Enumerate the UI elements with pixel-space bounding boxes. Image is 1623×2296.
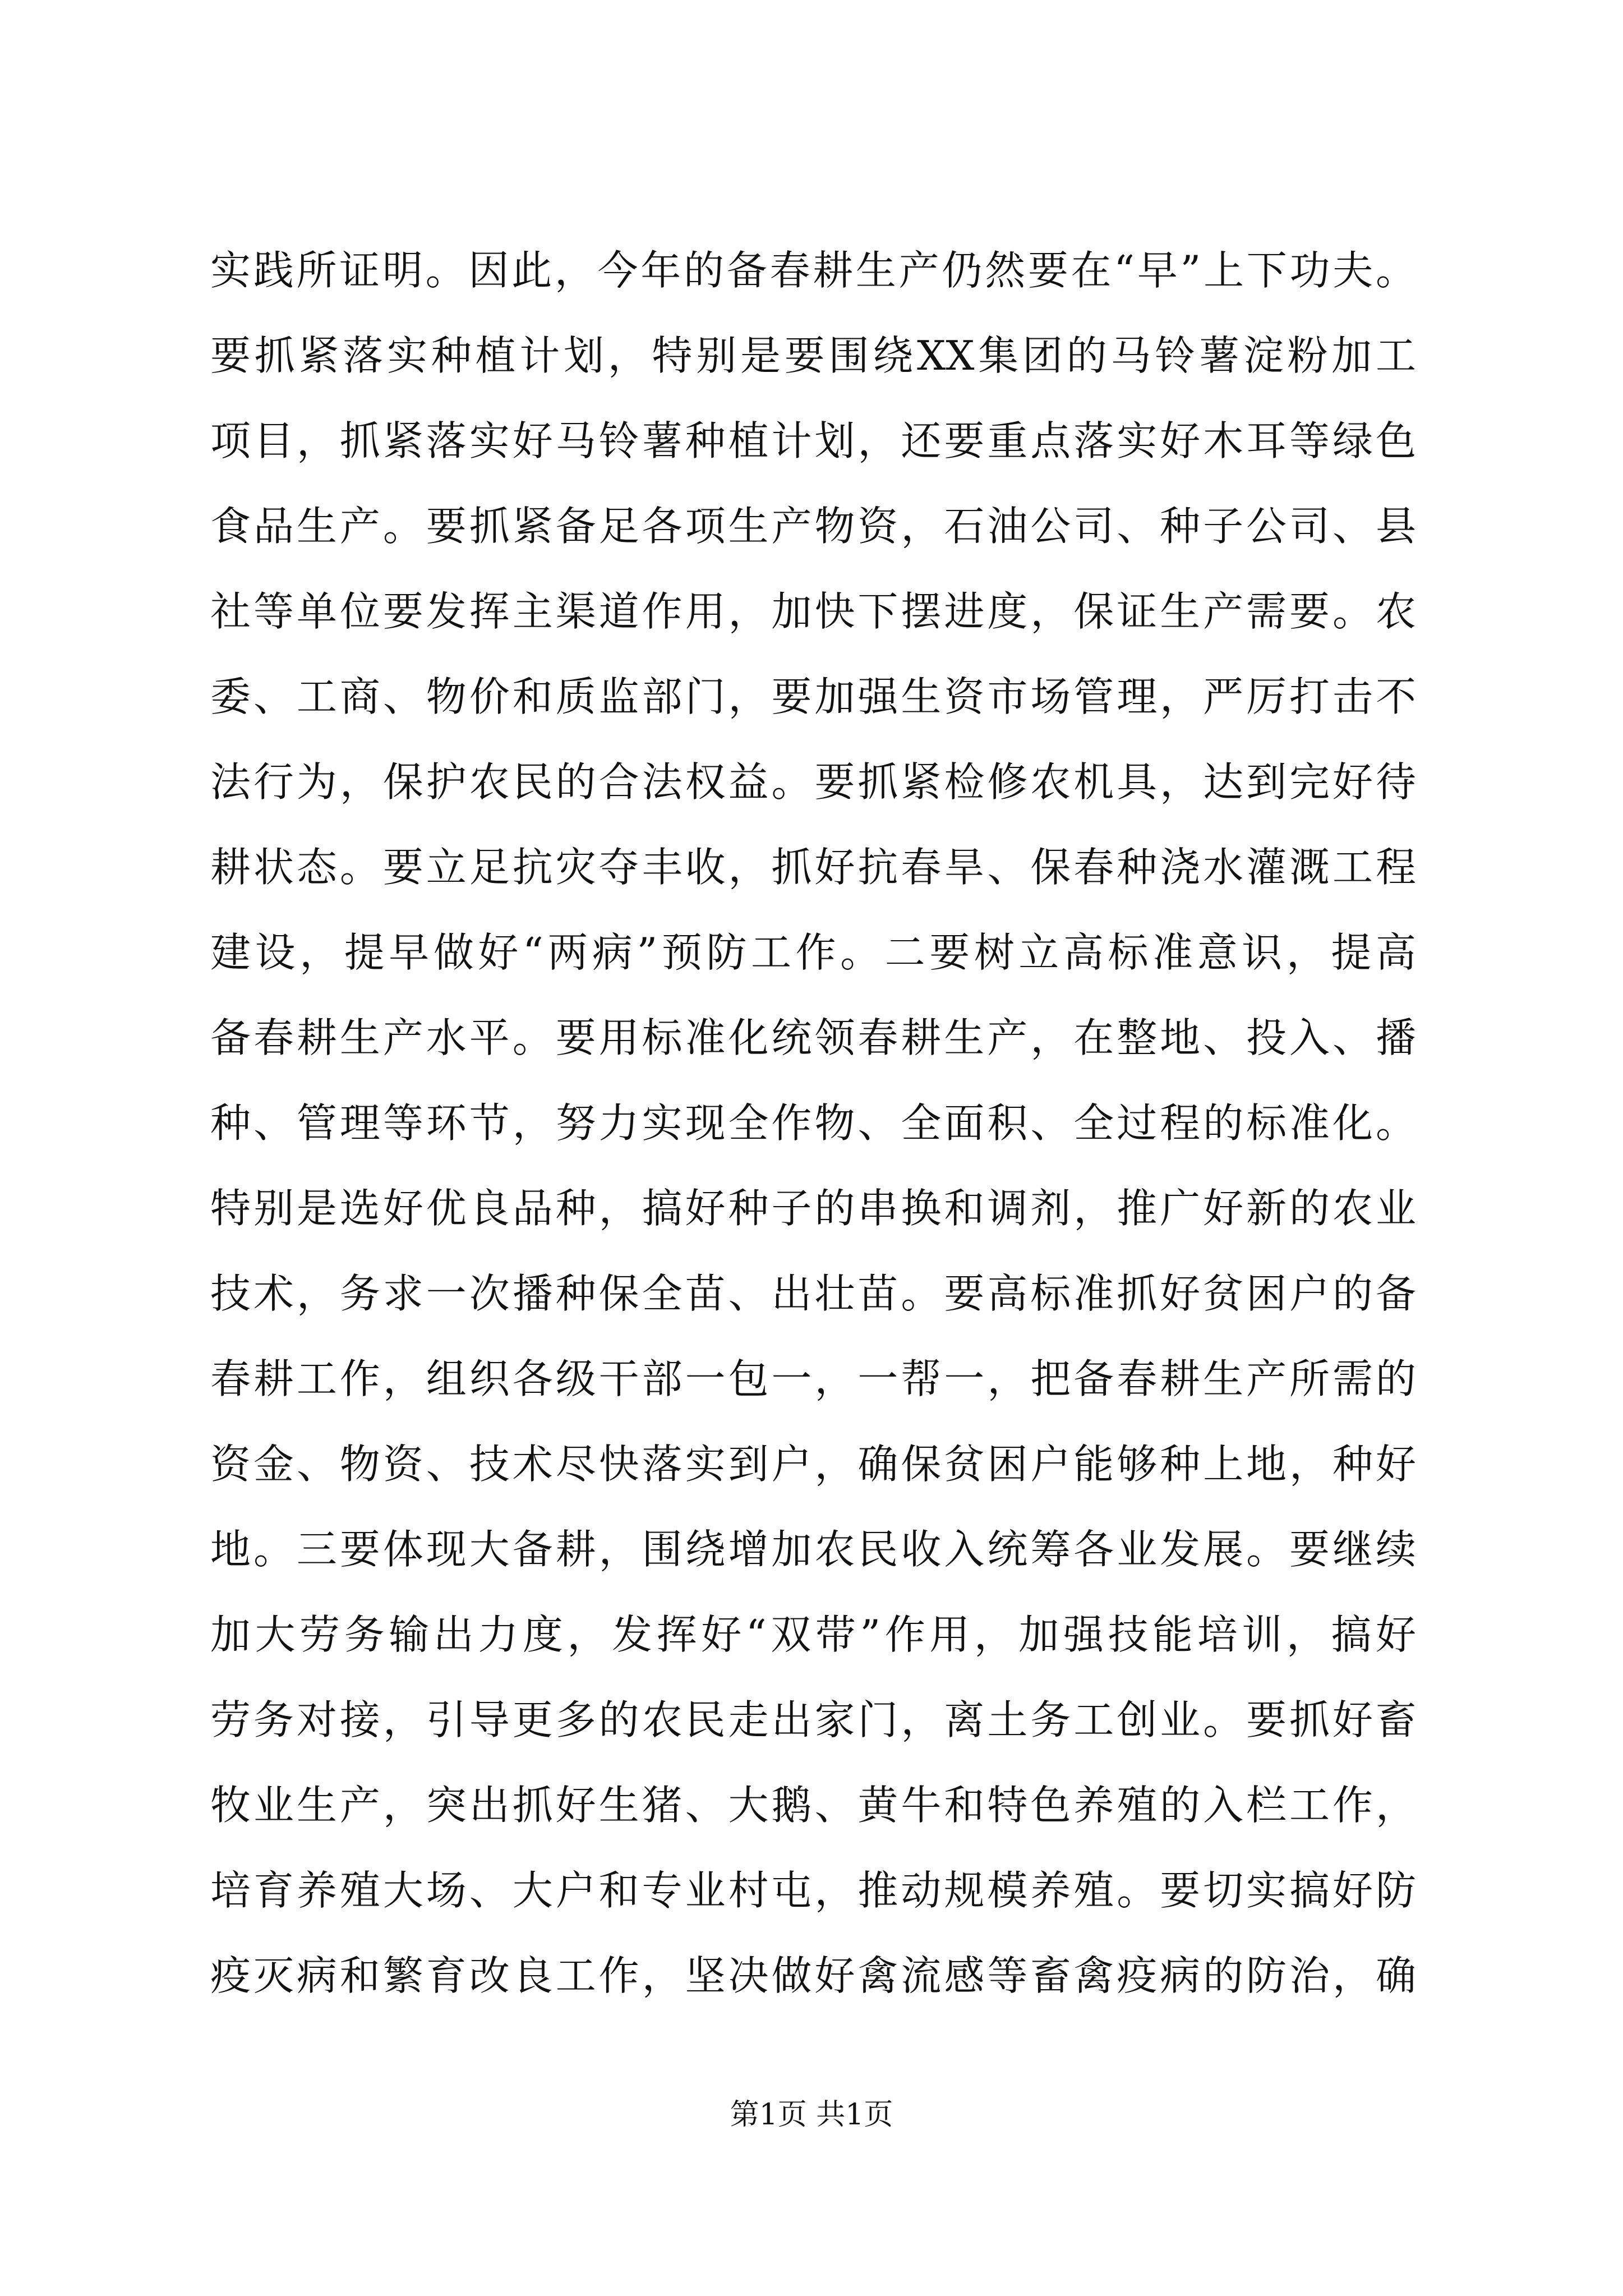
text-line: 委、工商、物价和质监部门，要加强生资市场管理，严厉打击不 xyxy=(210,673,1416,720)
text-line: 技术，务求一次播种保全苗、出壮苗。要高标准抓好贫困户的备 xyxy=(210,1270,1416,1317)
text-line: 种、管理等环节，努力实现全作物、全面积、全过程的标准化。 xyxy=(210,1099,1416,1147)
text-line: 地。三要体现大备耕，围绕增加农民收入统筹各业发展。要继续 xyxy=(210,1526,1416,1573)
text-line: 资金、物资、技术尽快落实到户，确保贫困户能够种上地，种好 xyxy=(210,1441,1416,1488)
text-line: 培育养殖大场、大户和专业村屯，推动规模养殖。要切实搞好防 xyxy=(210,1867,1416,1914)
text-line: 劳务对接，引导更多的农民走出家门，离土务工创业。要抓好畜 xyxy=(210,1696,1416,1743)
body-text xyxy=(210,228,1416,2018)
text-line: 实践所证明。因此，今年的备春耕生产仍然要在“早”上下功夫。 xyxy=(210,247,1416,294)
text-line: 建设，提早做好“两病”预防工作。二要树立高标准意识，提高 xyxy=(210,929,1416,976)
page-number-label: 第1页 共1页 xyxy=(730,2098,893,2132)
text-line: 耕状态。要立足抗灾夺丰收，抓好抗春旱、保春种浇水灌溉工程 xyxy=(210,844,1416,891)
text-line: 要抓紧落实种植计划，特别是要围绕XX集团的马铃薯淀粉加工 xyxy=(210,332,1416,379)
text-line: 食品生产。要抓紧备足各项生产物资，石油公司、种子公司、县 xyxy=(210,503,1416,550)
page-footer xyxy=(0,2095,1623,2134)
text-line: 牧业生产，突出抓好生猪、大鹅、黄牛和特色养殖的入栏工作， xyxy=(210,1782,1416,1829)
text-line: 加大劳务输出力度，发挥好“双带”作用，加强技能培训，搞好 xyxy=(210,1611,1416,1658)
text-line: 疫灭病和繁育改良工作，坚决做好禽流感等畜禽疫病的防治，确 xyxy=(210,1952,1416,1999)
text-line: 法行为，保护农民的合法权益。要抓紧检修农机具，达到完好待 xyxy=(210,758,1416,806)
text-line: 备春耕生产水平。要用标准化统领春耕生产，在整地、投入、播 xyxy=(210,1014,1416,1061)
text-line: 特别是选好优良品种，搞好种子的串换和调剂，推广好新的农业 xyxy=(210,1185,1416,1232)
text-line: 春耕工作，组织各级干部一包一，一帮一，把备春耕生产所需的 xyxy=(210,1355,1416,1402)
text-line: 项目，抓紧落实好马铃薯种植计划，还要重点落实好木耳等绿色 xyxy=(210,417,1416,464)
text-line: 社等单位要发挥主渠道作用，加快下摆进度，保证生产需要。农 xyxy=(210,588,1416,635)
